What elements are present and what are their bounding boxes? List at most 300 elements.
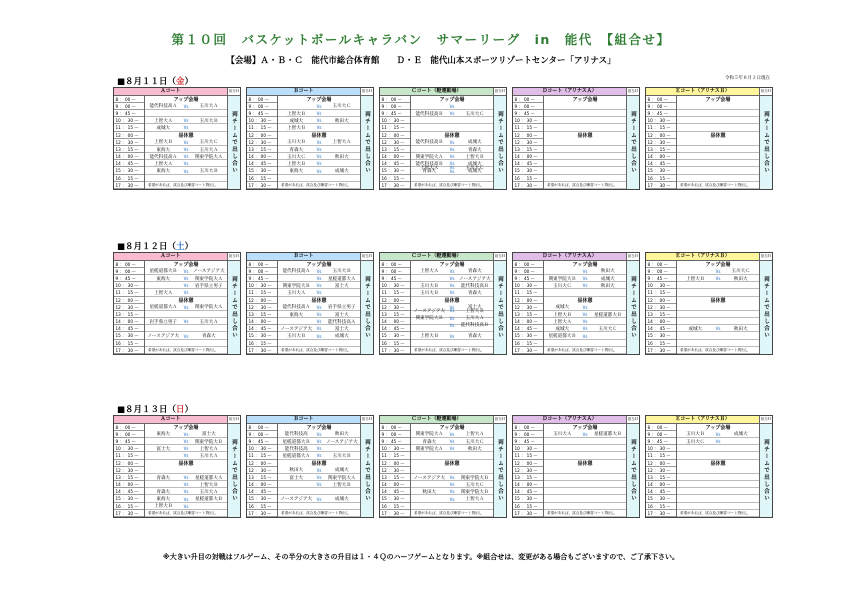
team-left: 玉川大Ｃ bbox=[287, 154, 306, 160]
referee-note: 両チームで出し合い bbox=[360, 261, 373, 354]
grid-line bbox=[411, 503, 493, 510]
time-slot: 10 ： 30 ～ bbox=[114, 117, 144, 124]
time-slot: 9 ： 45 ～ bbox=[247, 438, 277, 445]
team-right: 秋田大 bbox=[334, 118, 349, 124]
vs-label: Vs bbox=[582, 312, 588, 318]
match bbox=[278, 146, 360, 153]
court-header bbox=[114, 416, 240, 424]
court-body bbox=[513, 424, 639, 517]
games-column bbox=[410, 424, 493, 517]
time-slot: 15 ： 30 ～ bbox=[646, 332, 676, 339]
games-column bbox=[277, 424, 360, 517]
slot-label: 昼休憩 bbox=[411, 132, 493, 139]
team-left: ノースアジア大 bbox=[147, 334, 180, 340]
vs-label: Vs bbox=[183, 168, 189, 174]
match bbox=[544, 318, 626, 325]
team-left: 能代科技高Ｂ bbox=[415, 111, 444, 117]
vs-label: Vs bbox=[449, 161, 455, 167]
vs-label: Vs bbox=[582, 276, 588, 282]
vs-label: Vs bbox=[183, 268, 189, 274]
time-slot: 12 ： 30 ～ bbox=[114, 467, 144, 474]
time-slot: 16 ： 15 ～ bbox=[247, 503, 277, 510]
grid-line bbox=[677, 445, 759, 452]
team-left: 青森大 bbox=[156, 489, 171, 495]
vs-label: Vs bbox=[316, 168, 322, 174]
slot-label: 昼休憩 bbox=[544, 132, 626, 139]
day-header bbox=[117, 75, 193, 87]
team-right: 玉川大Ｂ bbox=[199, 169, 218, 175]
team-left: 東海大 bbox=[156, 497, 171, 503]
vs-label: Vs bbox=[316, 139, 322, 145]
time-slot: 14 ： 45 ～ bbox=[646, 488, 676, 495]
time-slot: 9 ： 45 ～ bbox=[380, 275, 410, 282]
team-right: ノースアジア大 bbox=[325, 439, 358, 445]
grid-line bbox=[677, 495, 759, 502]
time-slot: 14 ： 45 ～ bbox=[513, 325, 543, 332]
team-right: 星槎道都大Ｂ bbox=[593, 312, 622, 318]
match bbox=[411, 275, 493, 282]
time-slot: 8 ： 00 ～ bbox=[380, 424, 410, 431]
games-column bbox=[676, 424, 759, 517]
grid-line bbox=[411, 175, 493, 182]
time-slot: 9 ： 00 ～ bbox=[646, 268, 676, 275]
court-body bbox=[247, 424, 373, 517]
vs-label: Vs bbox=[715, 326, 721, 332]
as-of-date: 令和５年８月２日現在 bbox=[725, 76, 770, 81]
match bbox=[411, 103, 493, 110]
time-column bbox=[247, 261, 277, 354]
slot-label: 昼休憩 bbox=[677, 297, 759, 304]
match bbox=[278, 160, 360, 167]
time-slot: 14 ： 00 ～ bbox=[380, 153, 410, 160]
referee-note: 両チームで出し合い bbox=[759, 261, 772, 354]
match bbox=[278, 431, 360, 438]
day-weekday: 日 bbox=[176, 405, 185, 415]
grid-line bbox=[677, 124, 759, 131]
team-right: 関東学院大Ａ bbox=[194, 154, 223, 160]
time-slot: 11 ： 15 ～ bbox=[114, 289, 144, 296]
time-slot: 14 ： 00 ～ bbox=[380, 318, 410, 325]
vs-label: Vs bbox=[582, 326, 588, 332]
day-weekday: 土 bbox=[176, 242, 185, 252]
court-header bbox=[114, 253, 240, 261]
vs-label: Vs bbox=[183, 333, 189, 339]
time-slot: 14 ： 45 ～ bbox=[247, 488, 277, 495]
time-slot: 14 ： 45 ～ bbox=[380, 160, 410, 167]
time-slot: 16 ： 15 ～ bbox=[380, 175, 410, 182]
match bbox=[278, 438, 360, 445]
court-header bbox=[380, 416, 506, 424]
referee-note: 両チームで出し合い bbox=[759, 424, 772, 517]
court-info: 担当Ｈ bbox=[361, 417, 373, 421]
time-slot: 12 ： 00 ～ bbox=[114, 132, 144, 139]
match bbox=[544, 275, 626, 282]
slot-label: アップ会場 bbox=[278, 96, 360, 103]
team-left: 玉川大Ｃ bbox=[553, 283, 572, 289]
time-slot: 13 ： 15 ～ bbox=[513, 146, 543, 153]
referee-note: 両チームで出し合い bbox=[626, 261, 639, 354]
match bbox=[677, 325, 759, 332]
time-slot: 17 ： 30 ～ bbox=[646, 182, 676, 189]
time-slot: 9 ： 00 ～ bbox=[380, 268, 410, 275]
vs-label: Vs bbox=[316, 268, 322, 274]
vs-label: Vs bbox=[183, 446, 189, 452]
match bbox=[278, 304, 360, 311]
court-name: Ａコート bbox=[160, 253, 181, 259]
time-slot: 8 ： 00 ～ bbox=[114, 424, 144, 431]
match bbox=[411, 153, 493, 160]
grid-line bbox=[544, 495, 626, 502]
grid-line bbox=[677, 481, 759, 488]
match bbox=[411, 438, 493, 445]
team-right: 玉川大Ｃ bbox=[598, 326, 617, 332]
vs-label: Vs bbox=[183, 319, 189, 325]
time-slot: 11 ： 15 ～ bbox=[513, 289, 543, 296]
day-label-close: ） bbox=[184, 242, 194, 252]
time-slot: 12 ： 30 ～ bbox=[646, 139, 676, 146]
match bbox=[411, 168, 493, 175]
vs-label: Vs bbox=[316, 446, 322, 452]
grid-line bbox=[544, 175, 626, 182]
rental-note: 希望があれば、試合及び練習コート貸出し bbox=[148, 348, 217, 353]
match bbox=[145, 153, 227, 160]
team-left: 青森大 bbox=[289, 147, 304, 153]
match bbox=[145, 304, 227, 311]
team-right: 玉川大Ａ bbox=[199, 104, 218, 110]
team-left: 星槎道都大Ｂ bbox=[149, 269, 178, 275]
grid-line bbox=[411, 340, 493, 347]
vs-label: Vs bbox=[316, 431, 322, 437]
match bbox=[145, 139, 227, 146]
vs-label: Vs bbox=[316, 333, 322, 339]
team-left: 玉川大Ｃ bbox=[686, 439, 705, 445]
team-right: 秋田大 bbox=[733, 276, 748, 282]
time-column bbox=[380, 261, 410, 354]
team-left: 東海大 bbox=[289, 312, 304, 318]
vs-label: Vs bbox=[183, 154, 189, 160]
time-slot: 9 ： 45 ～ bbox=[114, 275, 144, 282]
time-slot: 12 ： 00 ～ bbox=[114, 297, 144, 304]
team-right: 上智大Ａ bbox=[332, 140, 351, 146]
team-left: 能代科技高Ａ bbox=[282, 269, 311, 275]
time-column bbox=[380, 96, 410, 189]
slot-label: 昼休憩 bbox=[411, 297, 493, 304]
time-column bbox=[646, 261, 676, 354]
team-left: 岩手県立男子 bbox=[149, 319, 178, 325]
time-slot: 16 ： 15 ～ bbox=[646, 340, 676, 347]
court-header bbox=[646, 88, 772, 96]
team-left: 関東学院大Ｂ bbox=[548, 276, 577, 282]
team-right: 関東学院大Ａ bbox=[194, 276, 223, 282]
match bbox=[677, 268, 759, 275]
time-slot: 9 ： 00 ～ bbox=[646, 431, 676, 438]
time-slot: 11 ： 15 ～ bbox=[646, 124, 676, 131]
time-slot: 11 ： 15 ～ bbox=[646, 452, 676, 459]
court-info: 担当Ｈ bbox=[627, 89, 639, 93]
time-slot: 16 ： 15 ～ bbox=[114, 503, 144, 510]
vs-label: Vs bbox=[449, 283, 455, 289]
time-slot: 12 ： 30 ～ bbox=[513, 467, 543, 474]
match bbox=[145, 160, 227, 167]
time-slot: 12 ： 00 ～ bbox=[646, 132, 676, 139]
time-slot: 15 ： 30 ～ bbox=[380, 495, 410, 502]
match bbox=[677, 438, 759, 445]
grid-line bbox=[544, 438, 626, 445]
match bbox=[145, 103, 227, 110]
match bbox=[278, 110, 360, 117]
vs-label: Vs bbox=[316, 154, 322, 160]
day-label-close: ） bbox=[184, 77, 194, 87]
grid-line bbox=[411, 117, 493, 124]
games-column bbox=[676, 96, 759, 189]
grid-line bbox=[677, 160, 759, 167]
vs-label: Vs bbox=[582, 268, 588, 274]
court-header bbox=[513, 416, 639, 424]
time-slot: 16 ： 15 ～ bbox=[513, 340, 543, 347]
time-slot: 12 ： 30 ～ bbox=[247, 467, 277, 474]
match bbox=[278, 153, 360, 160]
team-left: 上智大Ｂ bbox=[154, 504, 173, 510]
time-slot: 17 ： 30 ～ bbox=[247, 510, 277, 517]
rental-note: 希望があれば、試合及び練習コート貸出し bbox=[414, 348, 483, 353]
rental-note: 希望があれば、試合及び練習コート貸出し bbox=[148, 511, 217, 516]
vs-label: Vs bbox=[582, 431, 588, 437]
match bbox=[544, 325, 626, 332]
court-info: 担当Ｈ bbox=[494, 89, 506, 93]
vs-label: Vs bbox=[449, 431, 455, 437]
time-slot: 11 ： 15 ～ bbox=[380, 124, 410, 131]
vs-label: Vs bbox=[183, 283, 189, 289]
team-right: 能代科技高Ｂ bbox=[460, 283, 489, 289]
court-body bbox=[646, 261, 772, 354]
time-slot: 17 ： 30 ～ bbox=[646, 347, 676, 354]
grid-line bbox=[145, 110, 227, 117]
time-slot: 9 ： 00 ～ bbox=[513, 268, 543, 275]
time-slot: 13 ： 15 ～ bbox=[247, 311, 277, 318]
vs-label: Vs bbox=[316, 118, 322, 124]
team-right: 成城大 bbox=[467, 140, 482, 146]
grid-line bbox=[278, 488, 360, 495]
court-name: Ｂコート bbox=[293, 253, 314, 259]
time-slot: 10 ： 30 ～ bbox=[380, 282, 410, 289]
vs-label: Vs bbox=[316, 453, 322, 459]
team-right: 上智大Ａ bbox=[465, 497, 484, 503]
court-header bbox=[646, 416, 772, 424]
time-slot: 13 ： 15 ～ bbox=[247, 474, 277, 481]
court-e bbox=[645, 415, 773, 518]
team-left: 能代科技高Ａ bbox=[149, 104, 178, 110]
vs-label: Vs bbox=[183, 118, 189, 124]
time-slot: 12 ： 00 ～ bbox=[513, 460, 543, 467]
grid-line bbox=[278, 175, 360, 182]
court-header bbox=[247, 253, 373, 261]
vs-label: Vs bbox=[316, 439, 322, 445]
team-right: 玉川大Ｂ bbox=[332, 269, 351, 275]
team-right: 玉川大Ｃ bbox=[465, 439, 484, 445]
time-slot: 14 ： 00 ～ bbox=[646, 481, 676, 488]
time-slot: 9 ： 45 ～ bbox=[513, 275, 543, 282]
time-slot: 14 ： 00 ～ bbox=[247, 153, 277, 160]
court-e bbox=[645, 252, 773, 355]
grid-line bbox=[677, 452, 759, 459]
vs-label: Vs bbox=[449, 111, 455, 117]
time-slot: 14 ： 00 ～ bbox=[513, 153, 543, 160]
grid-line bbox=[677, 139, 759, 146]
court-d bbox=[512, 87, 640, 190]
court-name: Ｃコート（軽運動場） bbox=[411, 253, 462, 259]
time-slot: 16 ： 15 ～ bbox=[247, 340, 277, 347]
time-slot: 11 ： 15 ～ bbox=[247, 124, 277, 131]
time-slot: 14 ： 00 ～ bbox=[513, 481, 543, 488]
time-slot: 15 ： 30 ～ bbox=[380, 167, 410, 174]
court-info: 担当Ｈ bbox=[760, 89, 772, 93]
match bbox=[145, 333, 227, 340]
time-slot: 9 ： 00 ～ bbox=[513, 431, 543, 438]
slot-label: アップ会場 bbox=[677, 261, 759, 268]
grid-line bbox=[677, 110, 759, 117]
match bbox=[278, 333, 360, 340]
vs-label: Vs bbox=[183, 453, 189, 459]
team-right: 星槎道都大Ａ bbox=[194, 475, 223, 481]
vs-label: Vs bbox=[316, 326, 322, 332]
vs-label: Vs bbox=[316, 125, 322, 131]
team-right: 玉川大Ｃ bbox=[332, 104, 351, 110]
team-right: 成城大 bbox=[334, 497, 349, 503]
day-weekday: 金 bbox=[176, 77, 185, 87]
team-left: 東海大 bbox=[156, 432, 171, 438]
vs-label: Vs bbox=[183, 161, 189, 167]
team-right: 岩手県立男子 bbox=[327, 305, 356, 311]
time-slot: 13 ： 15 ～ bbox=[114, 474, 144, 481]
team-left: 上智大Ａ bbox=[420, 269, 439, 275]
games-column bbox=[410, 261, 493, 354]
match bbox=[411, 289, 493, 296]
team-right: 玉川大Ｃ bbox=[465, 165, 484, 171]
time-slot: 9 ： 45 ～ bbox=[247, 110, 277, 117]
vs-label: Vs bbox=[183, 125, 189, 131]
grid-line bbox=[544, 124, 626, 131]
team-left: 能代科技高Ｂ bbox=[415, 161, 444, 167]
time-slot: 14 ： 00 ～ bbox=[114, 153, 144, 160]
vs-label: Vs bbox=[449, 304, 455, 310]
grid-line bbox=[544, 340, 626, 347]
court-c bbox=[379, 252, 507, 355]
time-slot: 15 ： 30 ～ bbox=[646, 167, 676, 174]
match bbox=[145, 275, 227, 282]
slot-label: アップ会場 bbox=[145, 96, 227, 103]
match bbox=[145, 268, 227, 275]
team-left: 東海大 bbox=[289, 169, 304, 175]
vs-label: Vs bbox=[449, 165, 455, 171]
vs-label: Vs bbox=[183, 439, 189, 445]
grid-line bbox=[677, 282, 759, 289]
match bbox=[278, 168, 360, 175]
games-column bbox=[543, 261, 626, 354]
referee-note: 両チームで出し合い bbox=[360, 424, 373, 517]
team-right: 成城大 bbox=[467, 161, 482, 167]
vs-label: Vs bbox=[449, 308, 455, 314]
games-column bbox=[676, 261, 759, 354]
time-slot: 9 ： 45 ～ bbox=[646, 275, 676, 282]
vs-label: Vs bbox=[449, 496, 455, 502]
time-slot: 9 ： 00 ～ bbox=[247, 268, 277, 275]
match bbox=[145, 168, 227, 175]
slot-label: 昼休憩 bbox=[145, 132, 227, 139]
time-column bbox=[646, 96, 676, 189]
time-slot: 12 ： 30 ～ bbox=[247, 139, 277, 146]
court-body bbox=[247, 96, 373, 189]
team-left: 玉川大Ｂ bbox=[287, 334, 306, 340]
vs-label: Vs bbox=[449, 103, 455, 109]
court-b bbox=[246, 87, 374, 190]
grid-line bbox=[145, 325, 227, 332]
team-left: 能代科技高Ａ bbox=[149, 154, 178, 160]
vs-label: Vs bbox=[316, 103, 322, 109]
match bbox=[411, 315, 493, 322]
match bbox=[278, 268, 360, 275]
time-slot: 14 ： 45 ～ bbox=[380, 325, 410, 332]
games-column bbox=[277, 96, 360, 189]
grid-line bbox=[278, 503, 360, 510]
team-left: 上智大Ｂ bbox=[287, 111, 306, 117]
vs-label: Vs bbox=[183, 304, 189, 310]
rental-note: 希望があれば、試合及び練習コート貸出し bbox=[414, 183, 483, 188]
team-left: 富士大 bbox=[156, 446, 171, 452]
vs-label: Vs bbox=[449, 446, 455, 452]
match bbox=[411, 282, 493, 289]
team-left: 成城大 bbox=[289, 118, 304, 124]
time-slot: 9 ： 00 ～ bbox=[114, 431, 144, 438]
time-slot: 17 ： 30 ～ bbox=[247, 182, 277, 189]
match bbox=[145, 318, 227, 325]
match bbox=[145, 438, 227, 445]
team-right: 上智大Ａ bbox=[465, 432, 484, 438]
court-info: 担当Ｈ bbox=[760, 417, 772, 421]
vs-label: Vs bbox=[449, 147, 455, 153]
team-left: 玉川大Ｂ bbox=[420, 290, 439, 296]
team-left: 玉川大Ｂ bbox=[287, 140, 306, 146]
rental-note: 希望があれば、試合及び練習コート貸出し bbox=[680, 348, 749, 353]
time-slot: 11 ： 15 ～ bbox=[114, 124, 144, 131]
team-right: 上智大Ｂ bbox=[199, 482, 218, 488]
court-header bbox=[247, 88, 373, 96]
team-right: 青森大 bbox=[467, 334, 482, 340]
vs-label: Vs bbox=[449, 315, 455, 321]
court-body bbox=[114, 424, 240, 517]
time-slot: 8 ： 00 ～ bbox=[513, 96, 543, 103]
time-slot: 14 ： 45 ～ bbox=[114, 488, 144, 495]
time-slot: 15 ： 30 ～ bbox=[114, 167, 144, 174]
team-right: 成城大 bbox=[600, 276, 615, 282]
time-slot: 8 ： 00 ～ bbox=[114, 261, 144, 268]
team-left: 成城大 bbox=[156, 125, 171, 131]
match bbox=[544, 431, 626, 438]
vs-label: Vs bbox=[582, 283, 588, 289]
time-slot: 11 ： 15 ～ bbox=[380, 289, 410, 296]
team-right: 富士大 bbox=[201, 432, 216, 438]
time-slot: 11 ： 15 ～ bbox=[513, 124, 543, 131]
day-label: ■８月１３日（ bbox=[117, 405, 177, 415]
vs-label: Vs bbox=[449, 268, 455, 274]
match bbox=[411, 304, 493, 314]
time-slot: 14 ： 45 ～ bbox=[247, 160, 277, 167]
court-c bbox=[379, 415, 507, 518]
slot-label: アップ会場 bbox=[145, 424, 227, 431]
match bbox=[278, 481, 360, 488]
court-info: 担当Ｈ bbox=[494, 254, 506, 258]
vs-label: Vs bbox=[183, 290, 189, 296]
team-right: 上智大Ｂ bbox=[465, 308, 484, 314]
